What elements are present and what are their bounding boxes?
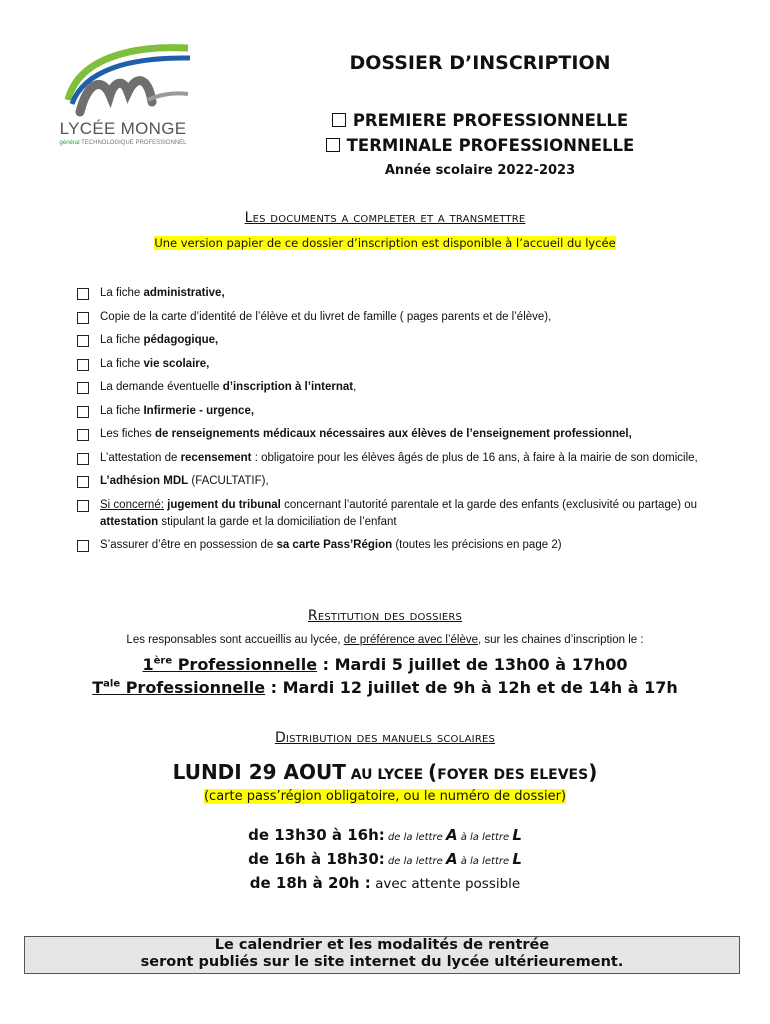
logo-swoosh-icon (48, 40, 198, 120)
list-item: La fiche Infirmerie - urgence, (76, 403, 736, 420)
school-logo (48, 40, 198, 148)
list-item: L’adhésion MDL (FACULTATIF), (76, 473, 736, 490)
checkbox-icon (77, 540, 89, 552)
premiere-date: 1ère Professionnelle : Mardi 5 juillet de 13h00 à 17h00 (142, 655, 628, 674)
list-item: La fiche pédagogique, (76, 332, 736, 349)
slot-2: de 16h à 18h30: de la lettre A à la lettre L (248, 850, 522, 868)
option-terminale: TERMINALE PROFESSIONNELLE (190, 136, 770, 155)
list-item: Les fiches de renseignements médicaux nécessaires aux élèves de l’enseignement professionnel, (76, 426, 736, 443)
terminale-date: $T^{ale}$ Professionnelle : Mardi 12 juillet de 9h à 12h et de 14h à 17h (92, 678, 678, 697)
checkbox-icon (77, 476, 89, 488)
slot-1: de 13h30 à 16h: de la lettre A à la lettre L (248, 826, 522, 844)
option-premiere: PREMIERE PROFESSIONNELLE (190, 111, 770, 130)
footer-notice (24, 936, 740, 974)
checkbox-icon (77, 312, 89, 324)
footer-line-2: seront publiés sur le site internet du lycée ultérieurement. (140, 954, 624, 970)
checkbox-icon (77, 359, 89, 371)
checkbox-icon (77, 335, 89, 347)
list-item: La demande éventuelle d’inscription à l’internat, (76, 379, 736, 396)
pass-region-notice: (carte pass’région obligatoire, ou le numéro de dossier) (203, 789, 567, 804)
checkbox-icon (332, 113, 346, 127)
distribution-heading: Distribution des manuels scolaires (274, 730, 496, 746)
list-item: Si concerné: jugement du tribunal concernant l’autorité parentale et la garde des enfants (exclusivité ou partage) ou attestation stipulant la garde et la domiciliation de l’enfant (76, 497, 736, 531)
distribution-date: LUNDI 29 AOUT AU LYCEE (FOYER DES ELEVES) (172, 760, 598, 784)
restitution-intro: Les responsables sont accueillis au lycée, de préférence avec l’élève, sur les chaines d’inscription le : (126, 634, 644, 646)
checkbox-icon (77, 382, 89, 394)
checkbox-icon (77, 429, 89, 441)
list-item: L’attestation de recensement : obligatoire pour les élèves âgés de plus de 16 ans, à faire à la mairie de son domicile, (76, 450, 736, 467)
list-item: La fiche administrative, (76, 285, 736, 302)
checkbox-icon (77, 453, 89, 465)
list-item: Copie de la carte d’identité de l’élève et du livret de famille ( pages parents et de l’élève), (76, 309, 736, 326)
documents-heading: Les documents a completer et a transmettre (244, 210, 526, 226)
logo-subtitle: général TECHNOLOGIQUE PROFESSIONNEL (59, 140, 187, 146)
documents-list (76, 285, 736, 561)
checkbox-icon (77, 406, 89, 418)
restitution-heading: Restitution des dossiers (307, 608, 463, 624)
logo-school-name: LYCÉE MONGE (59, 119, 187, 138)
footer-line-1: Le calendrier et les modalités de rentrée (214, 937, 550, 953)
list-item: La fiche vie scolaire, (76, 356, 736, 373)
checkbox-icon (326, 138, 340, 152)
checkbox-icon (77, 288, 89, 300)
paper-notice: Une version papier de ce dossier d’inscription est disponible à l’accueil du lycée (154, 236, 616, 250)
checkbox-icon (77, 500, 89, 512)
slot-3: de 18h à 20h : avec attente possible (249, 874, 521, 892)
school-year: Année scolaire 2022-2023 (384, 163, 576, 178)
page-title: DOSSIER D’INSCRIPTION (349, 52, 611, 74)
list-item: S’assurer d’être en possession de sa carte Pass’Région (toutes les précisions en page 2) (76, 537, 736, 554)
